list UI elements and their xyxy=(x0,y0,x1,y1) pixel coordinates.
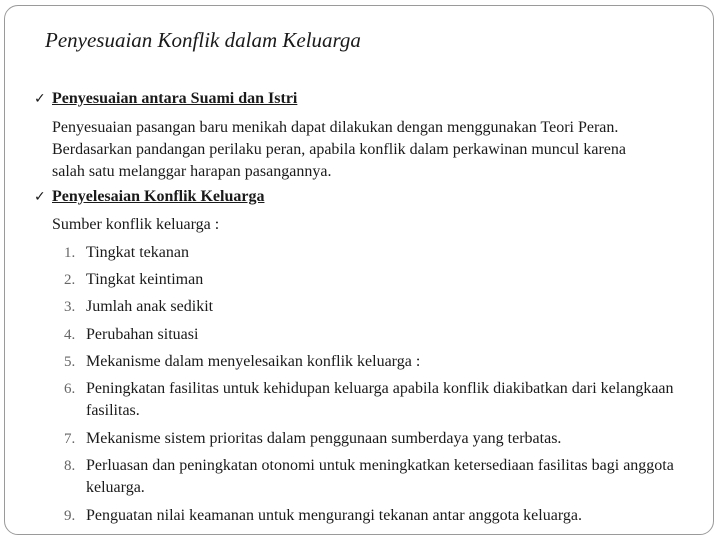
list-number: 7. xyxy=(64,431,76,447)
section2-heading: Penyelesaian Konflik Keluarga xyxy=(52,188,265,205)
list-number: 1. xyxy=(64,245,76,261)
section1-paragraph: Penyesuaian pasangan baru menikah dapat dilakukan dengan menggunakan Teori Peran. Berdasarkan pandangan perilaku peran, apabila konflik dalam perkawinan muncul karena salah satu melanggar harapan pasangannya. xyxy=(52,119,626,180)
slide-title: Penyesuaian Konflik dalam Keluarga xyxy=(45,28,361,52)
list-item xyxy=(64,505,704,527)
list-text: Mekanisme sistem prioritas dalam penggunaan sumberdaya yang terbatas. xyxy=(86,430,562,447)
list-text: Tingkat keintiman xyxy=(86,271,204,288)
list-text: Perluasan dan peningkatan otonomi untuk meningkatkan ketersediaan fasilitas bagi anggota keluarga. xyxy=(86,457,674,496)
list-item xyxy=(64,351,704,373)
list-text: Perubahan situasi xyxy=(86,326,199,343)
list-number: 6. xyxy=(64,381,76,397)
list-text: Jumlah anak sedikit xyxy=(86,298,214,315)
section2-heading-row xyxy=(34,188,264,206)
list-text: Peningkatan fasilitas untuk kehidupan keluarga apabila konflik diakibatkan dari kelangkaan fasilitas. xyxy=(86,380,674,419)
list-item xyxy=(64,242,704,264)
list-number: 2. xyxy=(64,272,76,288)
list-item xyxy=(64,428,704,450)
checkmark-icon: ✓ xyxy=(34,91,46,107)
list-item xyxy=(64,324,704,346)
list-number: 9. xyxy=(64,508,76,524)
list-number: 4. xyxy=(64,327,76,343)
section1-heading-row xyxy=(34,90,297,108)
section1-heading: Penyesuaian antara Suami dan Istri xyxy=(52,90,298,107)
list-item xyxy=(64,378,704,422)
list-text: Penguatan nilai keamanan untuk mengurangi tekanan antar anggota keluarga. xyxy=(86,507,582,524)
list-number: 5. xyxy=(64,354,76,370)
list-number: 8. xyxy=(64,458,76,474)
section2-intro: Sumber konflik keluarga : xyxy=(52,216,220,233)
list-item xyxy=(64,296,704,318)
list-item xyxy=(64,269,704,291)
checkmark-icon: ✓ xyxy=(34,189,46,205)
list-number: 3. xyxy=(64,299,76,315)
list-item xyxy=(64,455,704,499)
list-text: Tingkat tekanan xyxy=(86,244,189,261)
list-text: Mekanisme dalam menyelesaikan konflik keluarga : xyxy=(86,353,421,370)
